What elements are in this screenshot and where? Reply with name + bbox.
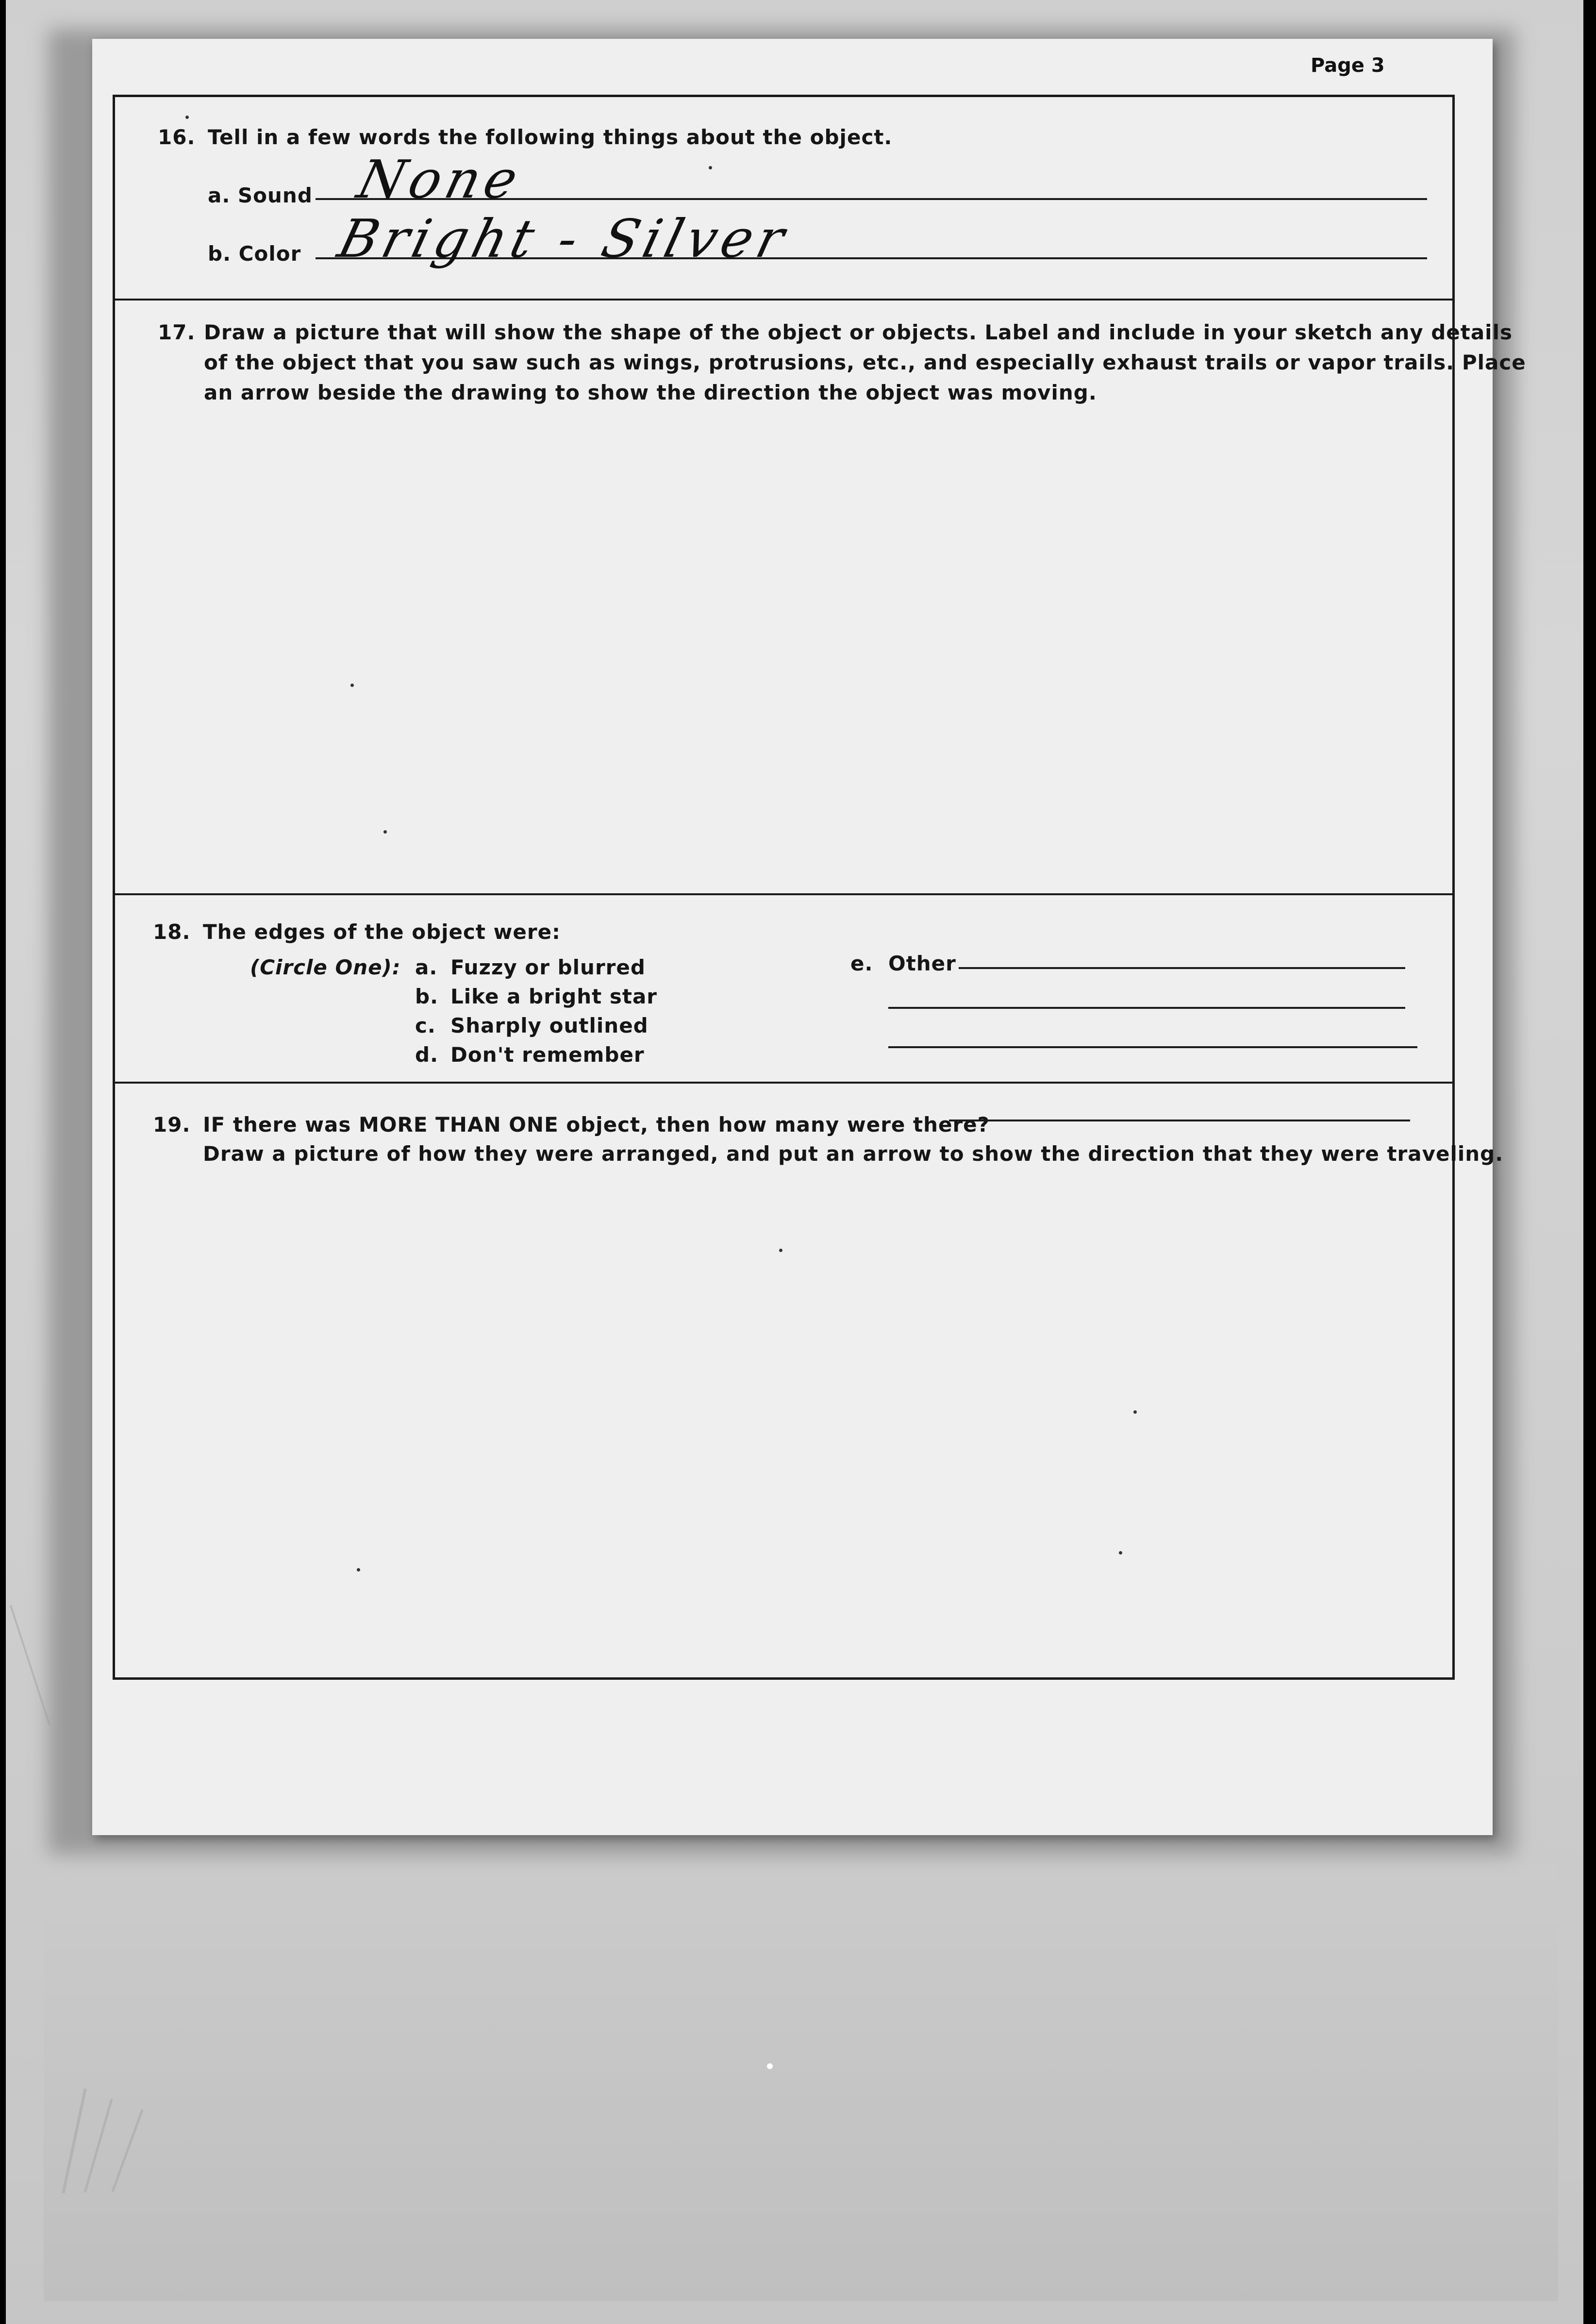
- other-label: Other: [888, 952, 956, 975]
- dust-speck: [1133, 1410, 1137, 1414]
- dust-speck: [767, 2063, 773, 2069]
- question-17-line-2: of the object that you saw such as wings, protrusions, etc., and especially exhaust trails or vapor trails. Place: [204, 351, 1526, 374]
- dust-speck: [383, 830, 387, 834]
- option-c-letter: c.: [415, 1014, 436, 1037]
- question-19-number: 19.: [153, 1113, 191, 1137]
- option-d-text[interactable]: Don't remember: [450, 1043, 645, 1067]
- section-divider: [113, 1082, 1455, 1084]
- other-field-line-2[interactable]: [888, 1007, 1405, 1009]
- circle-one-instruction: (Circle One):: [250, 955, 401, 979]
- question-16-prompt: Tell in a few words the following things about the object.: [208, 125, 893, 149]
- dust-speck: [357, 1568, 360, 1572]
- question-19-line-1: IF there was MORE THAN ONE object, then how many were there?: [203, 1113, 990, 1137]
- color-handwritten-answer[interactable]: Bright - Silver: [332, 209, 795, 269]
- question-18-number: 18.: [153, 920, 191, 944]
- option-a-text[interactable]: Fuzzy or blurred: [450, 955, 646, 979]
- sketch-area-19[interactable]: [116, 1175, 1451, 1675]
- other-field-line-1[interactable]: [959, 967, 1405, 969]
- page-number: Page 3: [1311, 54, 1385, 77]
- question-17-number: 17.: [158, 320, 196, 344]
- option-e-letter: e.: [850, 952, 873, 975]
- section-divider: [113, 299, 1455, 301]
- question-18-prompt: The edges of the object were:: [203, 920, 561, 944]
- dust-speck: [1119, 1551, 1122, 1555]
- sound-label: a. Sound: [208, 184, 313, 207]
- lower-backdrop: [44, 1864, 1558, 2301]
- option-b-letter: b.: [415, 985, 439, 1008]
- question-16-number: 16.: [158, 125, 196, 149]
- other-field-line-3[interactable]: [888, 1046, 1417, 1048]
- color-label: b. Color: [208, 242, 301, 266]
- question-17-line-3: an arrow beside the drawing to show the direction the object was moving.: [204, 381, 1097, 404]
- option-a-letter: a.: [415, 955, 438, 979]
- option-c-text[interactable]: Sharply outlined: [450, 1014, 648, 1037]
- dust-speck: [350, 684, 354, 687]
- sound-handwritten-answer[interactable]: None: [351, 150, 529, 210]
- dust-speck: [779, 1249, 782, 1252]
- sketch-area-17[interactable]: [116, 413, 1451, 888]
- dust-speck: [709, 166, 712, 169]
- option-d-letter: d.: [415, 1043, 439, 1067]
- dust-speck: [185, 116, 189, 119]
- section-divider: [113, 893, 1455, 895]
- option-b-text[interactable]: Like a bright star: [450, 985, 658, 1008]
- question-17-line-1: Draw a picture that will show the shape of the object or objects. Label and include in your sketch any details: [204, 320, 1513, 344]
- object-count-field-line[interactable]: [949, 1120, 1410, 1121]
- question-19-line-2: Draw a picture of how they were arranged, and put an arrow to show the direction that they were traveling.: [203, 1142, 1504, 1166]
